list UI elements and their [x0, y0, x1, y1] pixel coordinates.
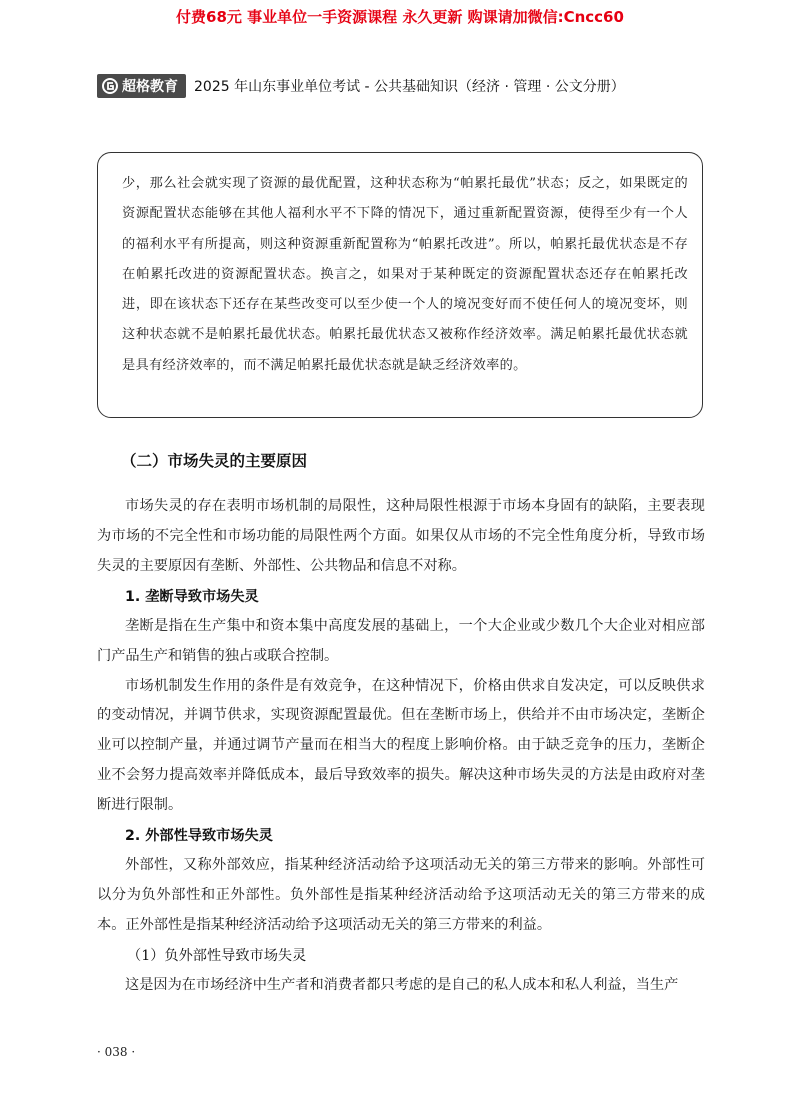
paragraph: 外部性，又称外部效应，指某种经济活动给予这项活动无关的第三方带来的影响。外部性可以分为负外部性和正外部性。负外部性是指某种经济活动给予这项活动无关的第三方带来的成本。正外部性是指某种经济活动给予这项活动无关的第三方带来的利益。	[97, 857, 705, 933]
brand-logo	[97, 74, 186, 98]
section-heading: （二）市场失灵的主要原因	[121, 452, 308, 470]
paragraph: 市场失灵的存在表明市场机制的局限性，这种局限性根源于市场本身固有的缺陷，主要表现为市场的不完全性和市场功能的局限性两个方面。如果仅从市场的不完全性角度分析，导致市场失灵的主要原因有垄断、外部性、公共物品和信息不对称。	[97, 498, 705, 574]
paragraph: 这是因为在市场经济中生产者和消费者都只考虑的是自己的私人成本和私人利益，当生产	[125, 976, 679, 993]
subheading-externality: 2. 外部性导致市场失灵	[125, 828, 273, 845]
paragraph: 市场机制发生作用的条件是有效竞争，在这种情况下，价格由供求自发决定，可以反映供求的变动情况，并调节供求，实现资源配置最优。但在垄断市场上，供给并不由市场决定，垄断企业可以控制产量，并通过调节产量而在相当大的程度上影响价格。由于缺乏竞争的压力，垄断企业不会努力提高效率并降低成本，最后导致效率的损失。解决这种市场失灵的方法是由政府对垄断进行限制。	[97, 677, 705, 814]
callout-text: 少，那么社会就实现了资源的最优配置，这种状态称为“帕累托最优”状态；反之，如果既定的资源配置状态能够在其他人福利水平不下降的情况下，通过重新配置资源，使得至少有一个人的福利水平有所提高，则这种资源重新配置称为“帕累托改进”。所以，帕累托最优状态是不存在帕累托改进的资源配置状态。换言之，如果对于某种既定的资源配置状态还存在帕累托改进，即在该状态下还存在某些改变可以至少使一个人的境况变好而不使任何人的境况变坏，则这种状态就不是帕累托最优状态。帕累托最优状态又被称作经济效率。满足帕累托最优状态就是具有经济效率的，而不满足帕累托最优状态就是缺乏经济效率的。	[122, 176, 688, 373]
book-title: 2025 年山东事业单位考试 - 公共基础知识（经济 · 管理 · 公文分册）	[194, 79, 625, 95]
main-content	[97, 444, 705, 1001]
logo-icon	[102, 78, 118, 94]
promo-banner: 付费68元 事业单位一手资源课程 永久更新 购课请加微信:Cncc60	[176, 8, 624, 26]
page-number: · 038 ·	[97, 1045, 136, 1059]
subheading-negative-externality: （1）负外部性导致市场失灵	[127, 947, 307, 964]
logo-text: 超格教育	[122, 79, 178, 95]
paragraph: 垄断是指在生产集中和资本集中高度发展的基础上，一个大企业或少数几个大企业对相应部门产品生产和销售的独占或联合控制。	[97, 617, 705, 664]
subheading-monopoly: 1. 垄断导致市场失灵	[125, 588, 259, 605]
page-header	[97, 74, 625, 98]
callout-box	[97, 152, 703, 418]
